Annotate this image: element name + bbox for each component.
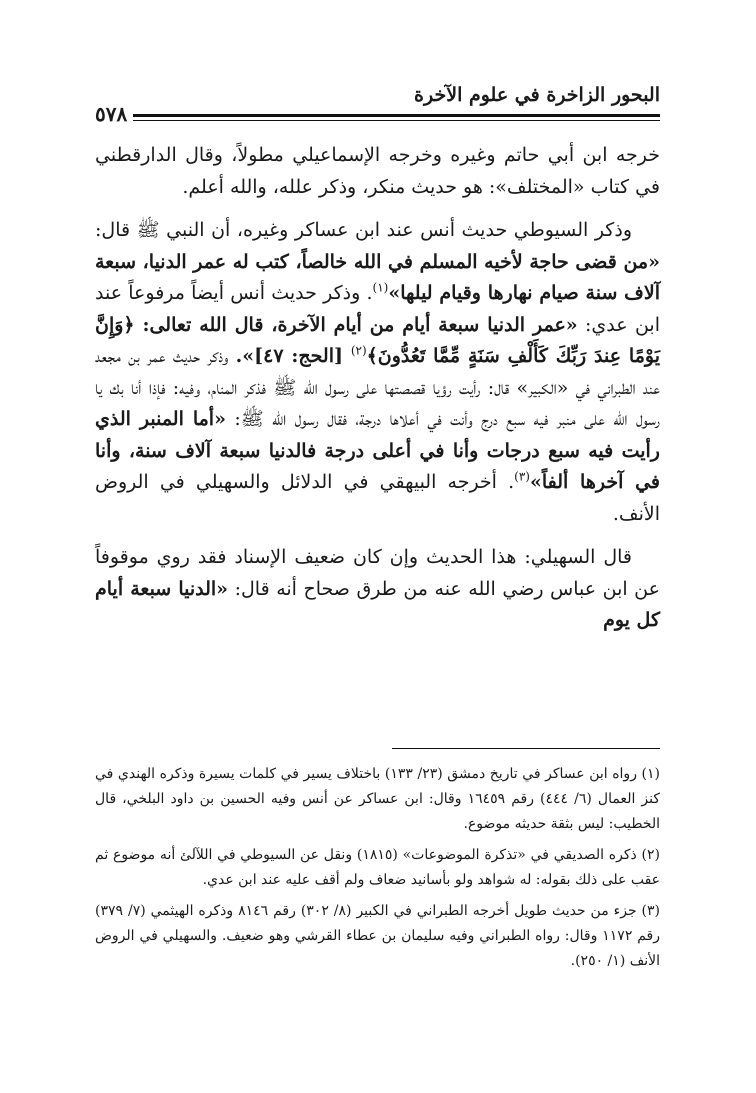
paragraph-2 [95,215,660,530]
hadith-quote-4: «الدنيا سبعة أيام كل يوم [95,577,660,631]
footnotes [95,762,660,980]
header-rule-thick [95,114,660,117]
page-number: ٥٧٨ [95,102,133,126]
page-header [95,78,660,128]
footnote-ref-3: (٣) [514,469,530,484]
footnote-3: (٣) جزء من حديث طويل أخرجه الطبراني في الكبير (٨/ ٣٠٢) رقم ٨١٤٦ وذكره الهيثمي (٧/ ٣٧٩) رقم ١١٧٢ وقال: رواه الطبراني وفيه سليمان بن عطاء القرشي وهو ضعيف. والسهيلي في الروض الأنف (١/ ٢٥٠). [95,903,661,969]
text-segment: . وذكر حديث أنس أيضاً مرفوعاً عند ابن عدي: [95,282,660,336]
header-rule-thin [95,120,660,121]
footnote-2: (٢) ذكره الصديقي في «تذكرة الموضوعات» (١٨١٥) ونقل عن السيوطي في اللآلئ أنه موضوع ثم عقب على ذلك بقوله: له شواهد ولو بأسانيد ضعاف ولم أقف عليه عند ابن عدي. [95,847,660,888]
paragraph-1: خرجه ابن أبي حاتم وغيره وخرجه الإسماعيلي مطولاً، وقال الدارقطني في كتاب «المختلف»: هو حديث منكر، وذكر علله، والله أعلم. [95,144,660,198]
text-segment: وذكر السيوطي حديث أنس عند ابن عساكر وغيره، أن النبي ﷺ قال: [95,219,632,241]
hadith-quote-3: «أما المنبر الذي رأيت فيه سبع درجات وأنا في أعلى درجة فالدنيا سبعة آلاف سنة، وأنا في آخرها ألفاً» [95,408,660,493]
text-segment: . أخرجه البيهقي في الدلائل والسهيلي في الروض الأنف. [95,471,660,525]
footnote-separator [392,748,660,749]
footnote-ref-2: (٢) [350,343,367,358]
paragraph-3 [95,542,660,637]
text-segment: قال السهيلي: هذا الحديث وإن كان ضعيف الإسناد فقد روي موقوفاً عن ابن عباس رضي الله عنه من طرق صحاح أنه قال: [95,546,660,600]
quran-reference: [الحج: ٤٧]». [235,345,351,367]
footnote-ref-1: (١) [372,280,389,295]
text-segment: وذكر حديث عمر بن مجعد عند الطبراني في «الكبير» قال: رأيت رؤيا قصصتها على رسول الله ﷺ فذكر المنام، وفيه: فإذا أنا بك يا رسول الله على منبر فيه سبع درج وأنت في أعلاها درجة، فقال رسول الله ﷺ: [95,345,660,430]
hadith-quote-2: «عمر الدنيا سبعة أيام من أيام الآخرة، قال الله تعالى: ﴿وَإِنَّ يَوْمًا عِندَ رَبِّكَ كَأَلْفِ سَنَةٍ مِّمَّا تَعُدُّونَ﴾ [95,313,660,367]
footnote-1: (١) رواه ابن عساكر في تاريخ دمشق (٢٣/ ١٣٣) باختلاف يسير في كلمات يسيرة وذكره الهندي في كنز العمال (٦/ ٤٤٤) رقم ١٦٤٥٩ وقال: ابن عساكر عن أنس وفيه الحسين بن داود البلخي، قال الخطيب: ليس بثقة حديثه موضوع. [95,766,661,832]
hadith-quote-1: «من قضى حاجة لأخيه المسلم في الله خالصاً، كتب له عمر الدنيا، سبعة آلاف سنة صيام نهارها وقيام ليلها» [95,250,660,304]
main-text [95,140,660,649]
book-title: البحور الزاخرة في علوم الآخرة [414,84,660,106]
